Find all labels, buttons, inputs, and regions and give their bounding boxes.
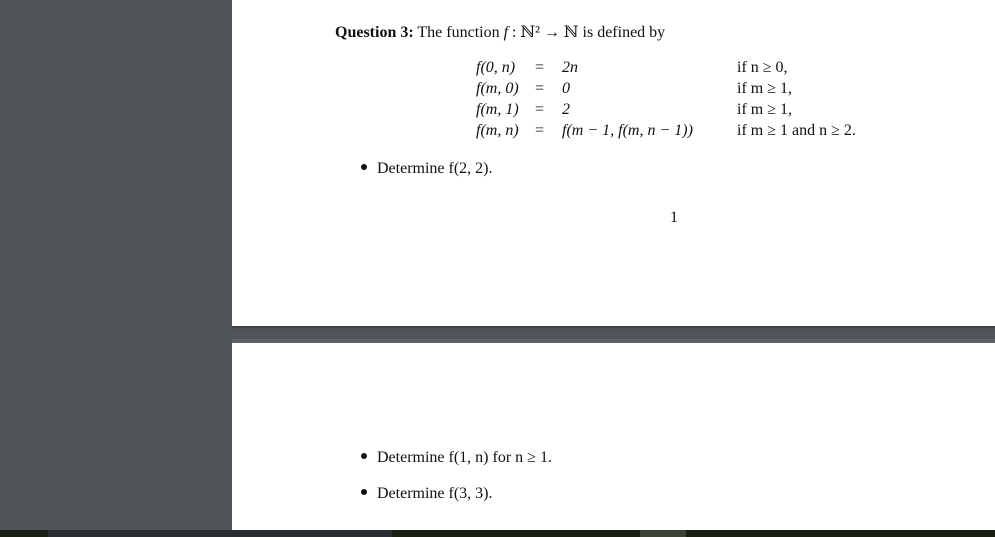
equation-condition: if m ≥ 1, bbox=[737, 80, 792, 97]
bullet-dot-icon bbox=[361, 164, 367, 170]
equation-lhs: f(0, n) bbox=[476, 59, 516, 76]
equation-condition: if m ≥ 1, bbox=[737, 101, 792, 118]
equation-lhs: f(m, 1) bbox=[476, 101, 519, 118]
taskbar-segment bbox=[48, 530, 392, 537]
equation-equals: = bbox=[535, 80, 545, 97]
question-text-suffix: is defined by bbox=[578, 24, 666, 41]
question-text-prefix: The function bbox=[413, 24, 504, 41]
bullet-item bbox=[361, 485, 493, 503]
bullet-item bbox=[361, 160, 493, 178]
equation-rhs: 0 bbox=[562, 80, 570, 97]
bullet-text: Determine f(3, 3). bbox=[377, 485, 493, 502]
equation-equals: = bbox=[535, 59, 545, 76]
question-heading bbox=[335, 22, 665, 42]
equation-equals: = bbox=[535, 122, 545, 139]
bullet-dot-icon bbox=[361, 489, 367, 495]
question-label: Question 3: bbox=[335, 24, 414, 41]
function-signature: : ℕ² → ℕ bbox=[508, 24, 579, 41]
pdf-page-2 bbox=[232, 343, 995, 530]
page-number: 1 bbox=[670, 209, 678, 226]
equation-lhs: f(m, 0) bbox=[476, 80, 519, 97]
bullet-dot-icon bbox=[361, 453, 367, 459]
function-symbol: f bbox=[503, 24, 509, 41]
bullet-text: Determine f(1, n) for n ≥ 1. bbox=[377, 449, 552, 466]
left-gutter bbox=[0, 0, 232, 530]
bullet-item bbox=[361, 449, 552, 467]
equation-rhs: 2 bbox=[562, 101, 570, 118]
equation-rhs: 2n bbox=[562, 59, 578, 76]
equation-lhs: f(m, n) bbox=[476, 122, 519, 139]
equation-condition: if m ≥ 1 and n ≥ 2. bbox=[737, 122, 856, 139]
equation-equals: = bbox=[535, 101, 545, 118]
page-separator bbox=[232, 326, 995, 330]
equation-rhs: f(m − 1, f(m, n − 1)) bbox=[562, 122, 693, 139]
taskbar-segment bbox=[640, 530, 686, 537]
bullet-text: Determine f(2, 2). bbox=[377, 160, 493, 177]
pdf-page-1 bbox=[232, 0, 995, 326]
equation-condition: if n ≥ 0, bbox=[737, 59, 788, 76]
